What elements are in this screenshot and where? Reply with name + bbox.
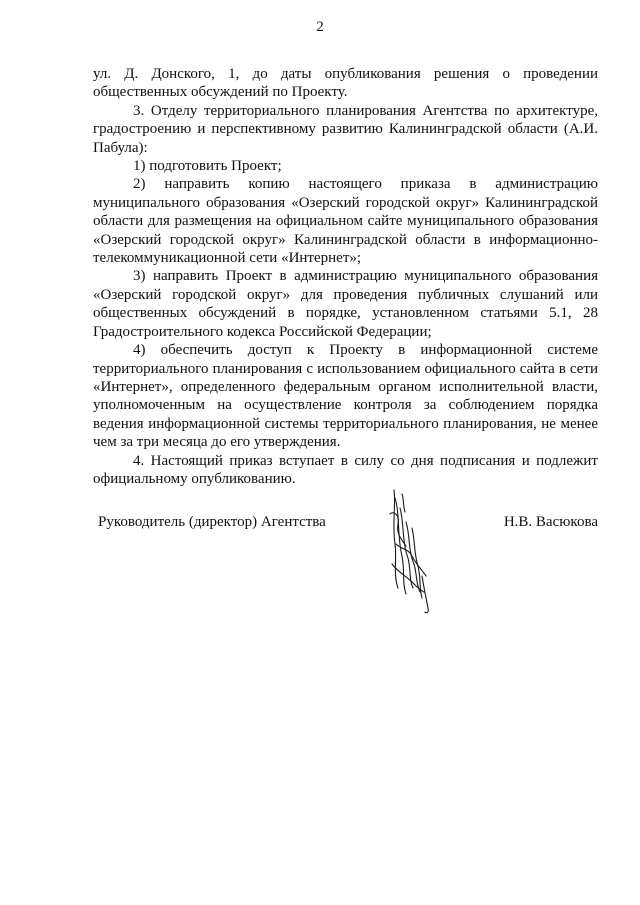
paragraph-item-3: 3. Отделу территориального планирования Агентства по архитектуре, градостроению и перспективному развитию Калининградской области (А.И. Пабула): (93, 102, 598, 156)
paragraph-subitem-4: 4) обеспечить доступ к Проекту в информационной системе территориального планирования с использованием официального сайта в сети «Интернет», определенного федеральным органом исполнительной власти, уполномоченным на осуществление контроля за соблюдением порядка ведения информационной системы территориального планирования, не менее чем за три месяца до его утверждения. (93, 342, 598, 451)
signatory-title: Руководитель (директор) Агентства (98, 514, 326, 530)
document-body (93, 65, 598, 488)
paragraph-subitem-2: 2) направить копию настоящего приказа в администрацию муниципального образования «Озерский городской округ» Калининградской области для размещения на официальном сайте муниципального образования «Озерский городской округ» Калининградской области в информационно-телекоммуникационной сети «Интернет»; (93, 176, 598, 267)
paragraph-subitem-3: 3) направить Проект в администрацию муниципального образования «Озерский городской округ» для проведения публичных слушаний или общественных обсуждений в порядке, установленном статьями 5.1, 28 Градостроительного кодекса Российской Федерации; (93, 268, 598, 340)
signatory-name: Н.В. Васюкова (503, 514, 598, 530)
page-number: 2 (316, 19, 324, 35)
paragraph-continuation: ул. Д. Донского, 1, до даты опубликования решения о проведении общественных обсуждений по Проекту. (93, 66, 598, 101)
handwritten-signature (378, 484, 442, 616)
paragraph-subitem-1: 1) подготовить Проект; (133, 158, 282, 175)
paragraph-item-4: 4. Настоящий приказ вступает в силу со дня подписания и подлежит официальному опубликованию. (93, 452, 598, 487)
